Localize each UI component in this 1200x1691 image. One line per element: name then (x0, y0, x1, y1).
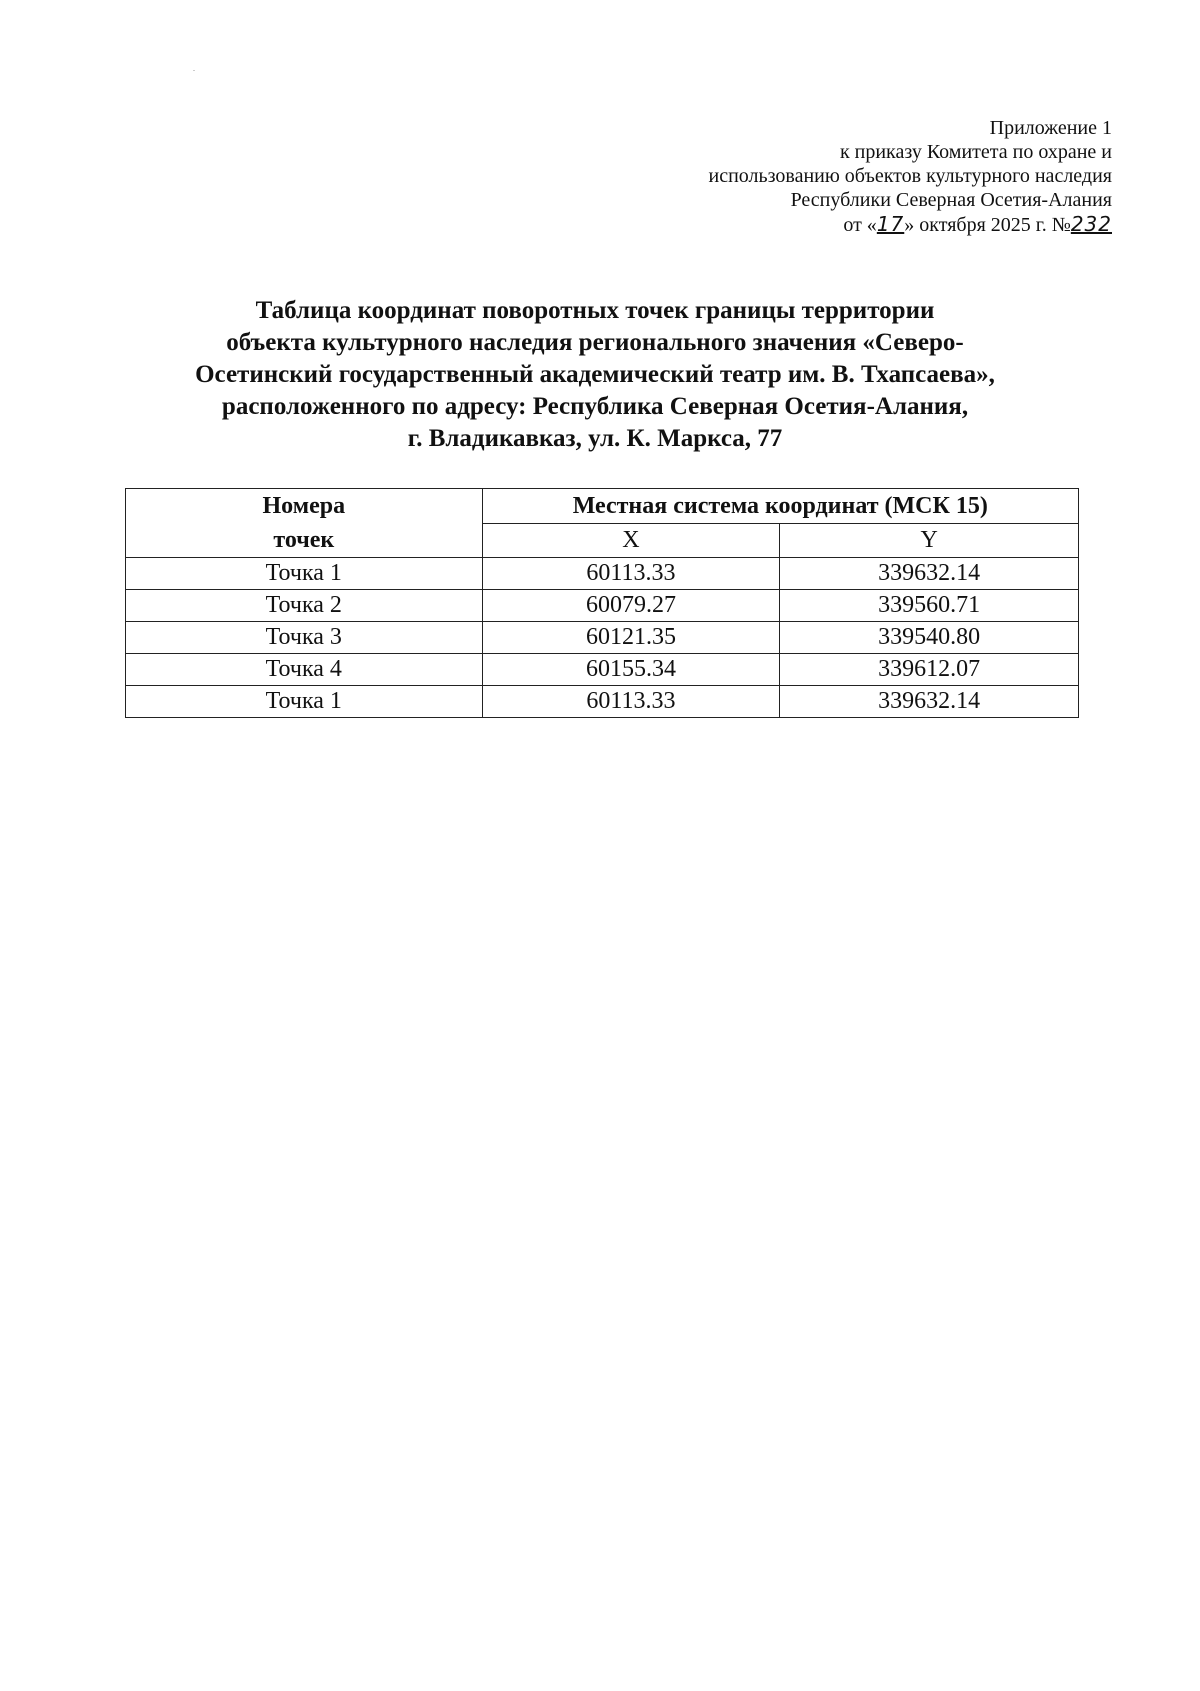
title-line-2: объекта культурного наследия регионального значения «Северо- (226, 329, 964, 356)
appendix-label: Приложение 1 (989, 117, 1112, 139)
title-line-1: Таблица координат поворотных точек границы территории (255, 297, 935, 324)
point-name-cell: Точка 1 (126, 686, 483, 718)
appendix-header (709, 116, 1113, 237)
y-coordinate-cell: 339560.71 (780, 590, 1079, 622)
points-column-header (126, 489, 483, 558)
table-row (126, 686, 1079, 718)
order-date-line (709, 212, 1113, 237)
title-line-3: Осетинский государственный академический театр им. В. Тхапсаева», (195, 361, 995, 388)
x-coordinate-cell: 60079.27 (482, 590, 780, 622)
y-coordinate-cell: 339540.80 (780, 622, 1079, 654)
x-column-header: X (482, 524, 780, 558)
x-coordinate-cell: 60121.35 (482, 622, 780, 654)
points-header-line-2: точек (273, 527, 335, 553)
x-coordinate-cell: 60113.33 (482, 558, 780, 590)
committee-line: использованию объектов культурного наследия (708, 165, 1112, 187)
y-coordinate-cell: 339632.14 (780, 686, 1079, 718)
handwritten-day: 17 (876, 212, 905, 236)
handwritten-order-number: 232 (1070, 212, 1112, 236)
coordinate-system-header: Местная система координат (МСК 15) (482, 489, 1078, 524)
point-name-cell: Точка 1 (126, 558, 483, 590)
republic-line: Республики Северная Осетия-Алания (790, 189, 1112, 211)
points-header-line-1: Номера (262, 493, 346, 519)
document-title (120, 295, 1070, 455)
scan-speck (193, 70, 195, 71)
table-row (126, 654, 1079, 686)
x-coordinate-cell: 60113.33 (482, 686, 780, 718)
title-line-4: расположенного по адресу: Республика Северная Осетия-Алания, (221, 393, 969, 420)
point-name-cell: Точка 4 (126, 654, 483, 686)
y-column-header: Y (780, 524, 1079, 558)
coordinates-table (125, 488, 1079, 718)
order-reference-line: к приказу Комитета по охране и (839, 141, 1112, 163)
table-row (126, 590, 1079, 622)
date-middle: » октября 2025 г. № (904, 214, 1071, 236)
point-name-cell: Точка 3 (126, 622, 483, 654)
table-row (126, 558, 1079, 590)
table-header-row (126, 489, 1079, 524)
point-name-cell: Точка 2 (126, 590, 483, 622)
y-coordinate-cell: 339612.07 (780, 654, 1079, 686)
title-line-5: г. Владикавказ, ул. К. Маркса, 77 (407, 425, 783, 452)
date-prefix: от « (843, 214, 877, 236)
table-row (126, 622, 1079, 654)
x-coordinate-cell: 60155.34 (482, 654, 780, 686)
y-coordinate-cell: 339632.14 (780, 558, 1079, 590)
